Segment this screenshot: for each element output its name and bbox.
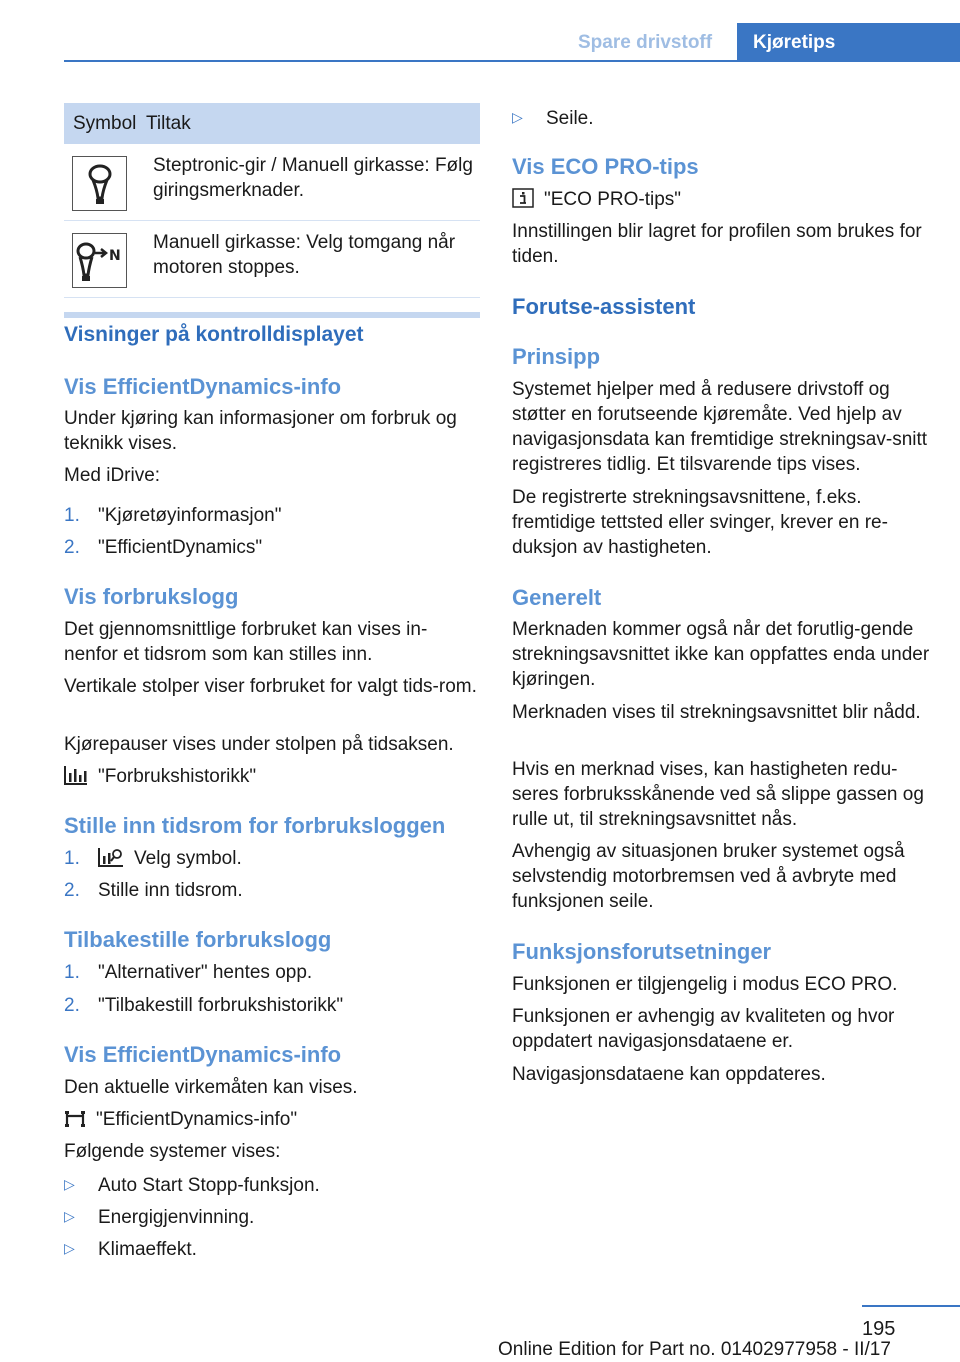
heading-tilbakestille: Tilbakestille forbrukslogg	[64, 927, 332, 952]
header-chapter-tab: Kjøretips	[737, 23, 960, 62]
paragraph: Funksjonen er tilgjengelig i modus ECO PRO.	[512, 974, 898, 995]
triangle-bullet-icon: ▷	[512, 109, 523, 125]
triangle-bullet-icon: ▷	[64, 1176, 75, 1192]
shift-neutral-icon	[72, 233, 127, 288]
paragraph: Vertikale stolper viser forbruket for valgt tids-rom.	[64, 676, 477, 697]
table-row	[64, 221, 480, 298]
table-cell-text: Manuell girkasse: Velg tomgang når motoren stoppes.	[153, 232, 456, 278]
triangle-bullet-icon: ▷	[64, 1208, 75, 1224]
paragraph: Hvis en merknad vises, kan hastigheten redu-seres forbruksskånende ved så slippe gassen og rulle ut, til strekningsavsnittet nås.	[512, 759, 924, 830]
paragraph: Det gjennomsnittlige forbruket kan vises in-nenfor et tidsrom som kan stilles inn.	[64, 619, 428, 665]
heading-forutse-assistent: Forutse-assistent	[512, 294, 696, 319]
symbol-table	[64, 103, 480, 318]
heading-funksjonsforutsetninger: Funksjonsforutsetninger	[512, 939, 772, 964]
heading-generelt: Generelt	[512, 585, 602, 610]
paragraph: Avhengig av situasjonen bruker systemet også selvstendig motorbremsen ved å avbryte med funksjonen seile.	[512, 841, 905, 912]
heading-prinsipp: Prinsipp	[512, 344, 601, 369]
car-icon	[64, 1110, 86, 1135]
paragraph: Systemet hjelper med å redusere drivstoff og støtter en forutseende kjøremåte. Ved hjelp av navigasjonsdata kan fremtidige strekningsav-snitt registreres tidlig. Et tilsvarende tips vises.	[512, 379, 928, 475]
list-item: 2. "Tilbakestill forbrukshistorikk"	[64, 995, 344, 1016]
paragraph: Kjørepauser vises under stolpen på tidsaksen.	[64, 734, 454, 755]
heading-stille-inn-tidsrom: Stille inn tidsrom for forbruksloggen	[64, 813, 446, 838]
list-item: 1. Velg symbol.	[64, 846, 242, 874]
header-section-title: Spare drivstoff	[578, 32, 713, 53]
neutral-letter: N	[108, 247, 121, 264]
list-item: 2. Stille inn tidsrom.	[64, 880, 243, 901]
bar-chart-icon	[64, 765, 88, 792]
paragraph: Merknaden kommer også når det forutlig-gende strekningsavsnittet ikke kan oppfattes enda under kjøringen.	[512, 619, 930, 690]
table-row	[64, 144, 480, 221]
paragraph: Funksjonen er avhengig av kvaliteten og hvor oppdatert navigasjonsdataene er.	[512, 1006, 895, 1052]
list-item: 2. "EfficientDynamics"	[64, 537, 263, 558]
header-rule	[64, 60, 960, 62]
footer-rule	[862, 1305, 960, 1307]
list-number: 1.	[64, 848, 80, 869]
menu-path: "EfficientDynamics-info"	[64, 1107, 297, 1135]
table-header-symbol: Symbol	[73, 112, 137, 134]
heading-efficientdynamics-info: Vis EfficientDynamics-info	[64, 374, 342, 399]
paragraph: Den aktuelle virkemåten kan vises.	[64, 1077, 358, 1098]
list-item: ▷ Energigjenvinning.	[64, 1204, 254, 1230]
paragraph: Følgende systemer vises:	[64, 1141, 281, 1162]
paragraph: Navigasjonsdataene kan oppdateres.	[512, 1064, 826, 1085]
paragraph: De registrerte strekningsavsnittene, f.eks. fremtidige tettsted eller svinger, krever en re-duksjon av hastigheten.	[512, 487, 888, 558]
paragraph: Under kjøring kan informasjoner om forbruk og teknikk vises.	[64, 408, 457, 454]
edition-footer: Online Edition for Part no. 01402977958 - II/17	[498, 1339, 891, 1360]
list-number: 1.	[64, 962, 80, 983]
menu-path: "ECO PRO-tips"	[512, 187, 681, 215]
page-number: 195	[862, 1318, 896, 1340]
list-number: 1.	[64, 505, 80, 526]
bar-chart-zoom-icon	[98, 847, 124, 874]
heading-efficientdynamics-info-2: Vis EfficientDynamics-info	[64, 1042, 342, 1067]
shift-lever-icon	[72, 156, 127, 211]
table-bottom-rule	[64, 312, 480, 318]
paragraph: Merknaden vises til strekningsavsnittet blir nådd.	[512, 702, 921, 723]
list-item: 1. "Alternativer" hentes opp.	[64, 962, 313, 983]
list-item: 1. "Kjøretøyinformasjon"	[64, 505, 282, 526]
list-number: 2.	[64, 537, 80, 558]
list-number: 2.	[64, 995, 80, 1016]
list-item: ▷ Seile.	[512, 105, 594, 131]
table-header-tiltak: Tiltak	[146, 112, 191, 134]
list-number: 2.	[64, 880, 80, 901]
info-icon	[512, 188, 534, 215]
list-item: ▷ Auto Start Stopp-funksjon.	[64, 1172, 320, 1198]
triangle-bullet-icon: ▷	[64, 1240, 75, 1256]
list-item: ▷ Klimaeffekt.	[64, 1236, 197, 1262]
paragraph: Med iDrive:	[64, 465, 161, 486]
table-header	[64, 103, 480, 144]
menu-path: "Forbrukshistorikk"	[64, 764, 256, 792]
heading-kontrolldisplay: Visninger på kontrolldisplayet	[64, 323, 364, 346]
paragraph: Innstillingen blir lagret for profilen som brukes for tiden.	[512, 221, 922, 267]
heading-forbrukslogg: Vis forbrukslogg	[64, 584, 239, 609]
table-cell-text: Steptronic-gir / Manuell girkasse: Følg giringsmerknader.	[153, 155, 473, 201]
heading-eco-pro-tips: Vis ECO PRO-tips	[512, 154, 699, 179]
